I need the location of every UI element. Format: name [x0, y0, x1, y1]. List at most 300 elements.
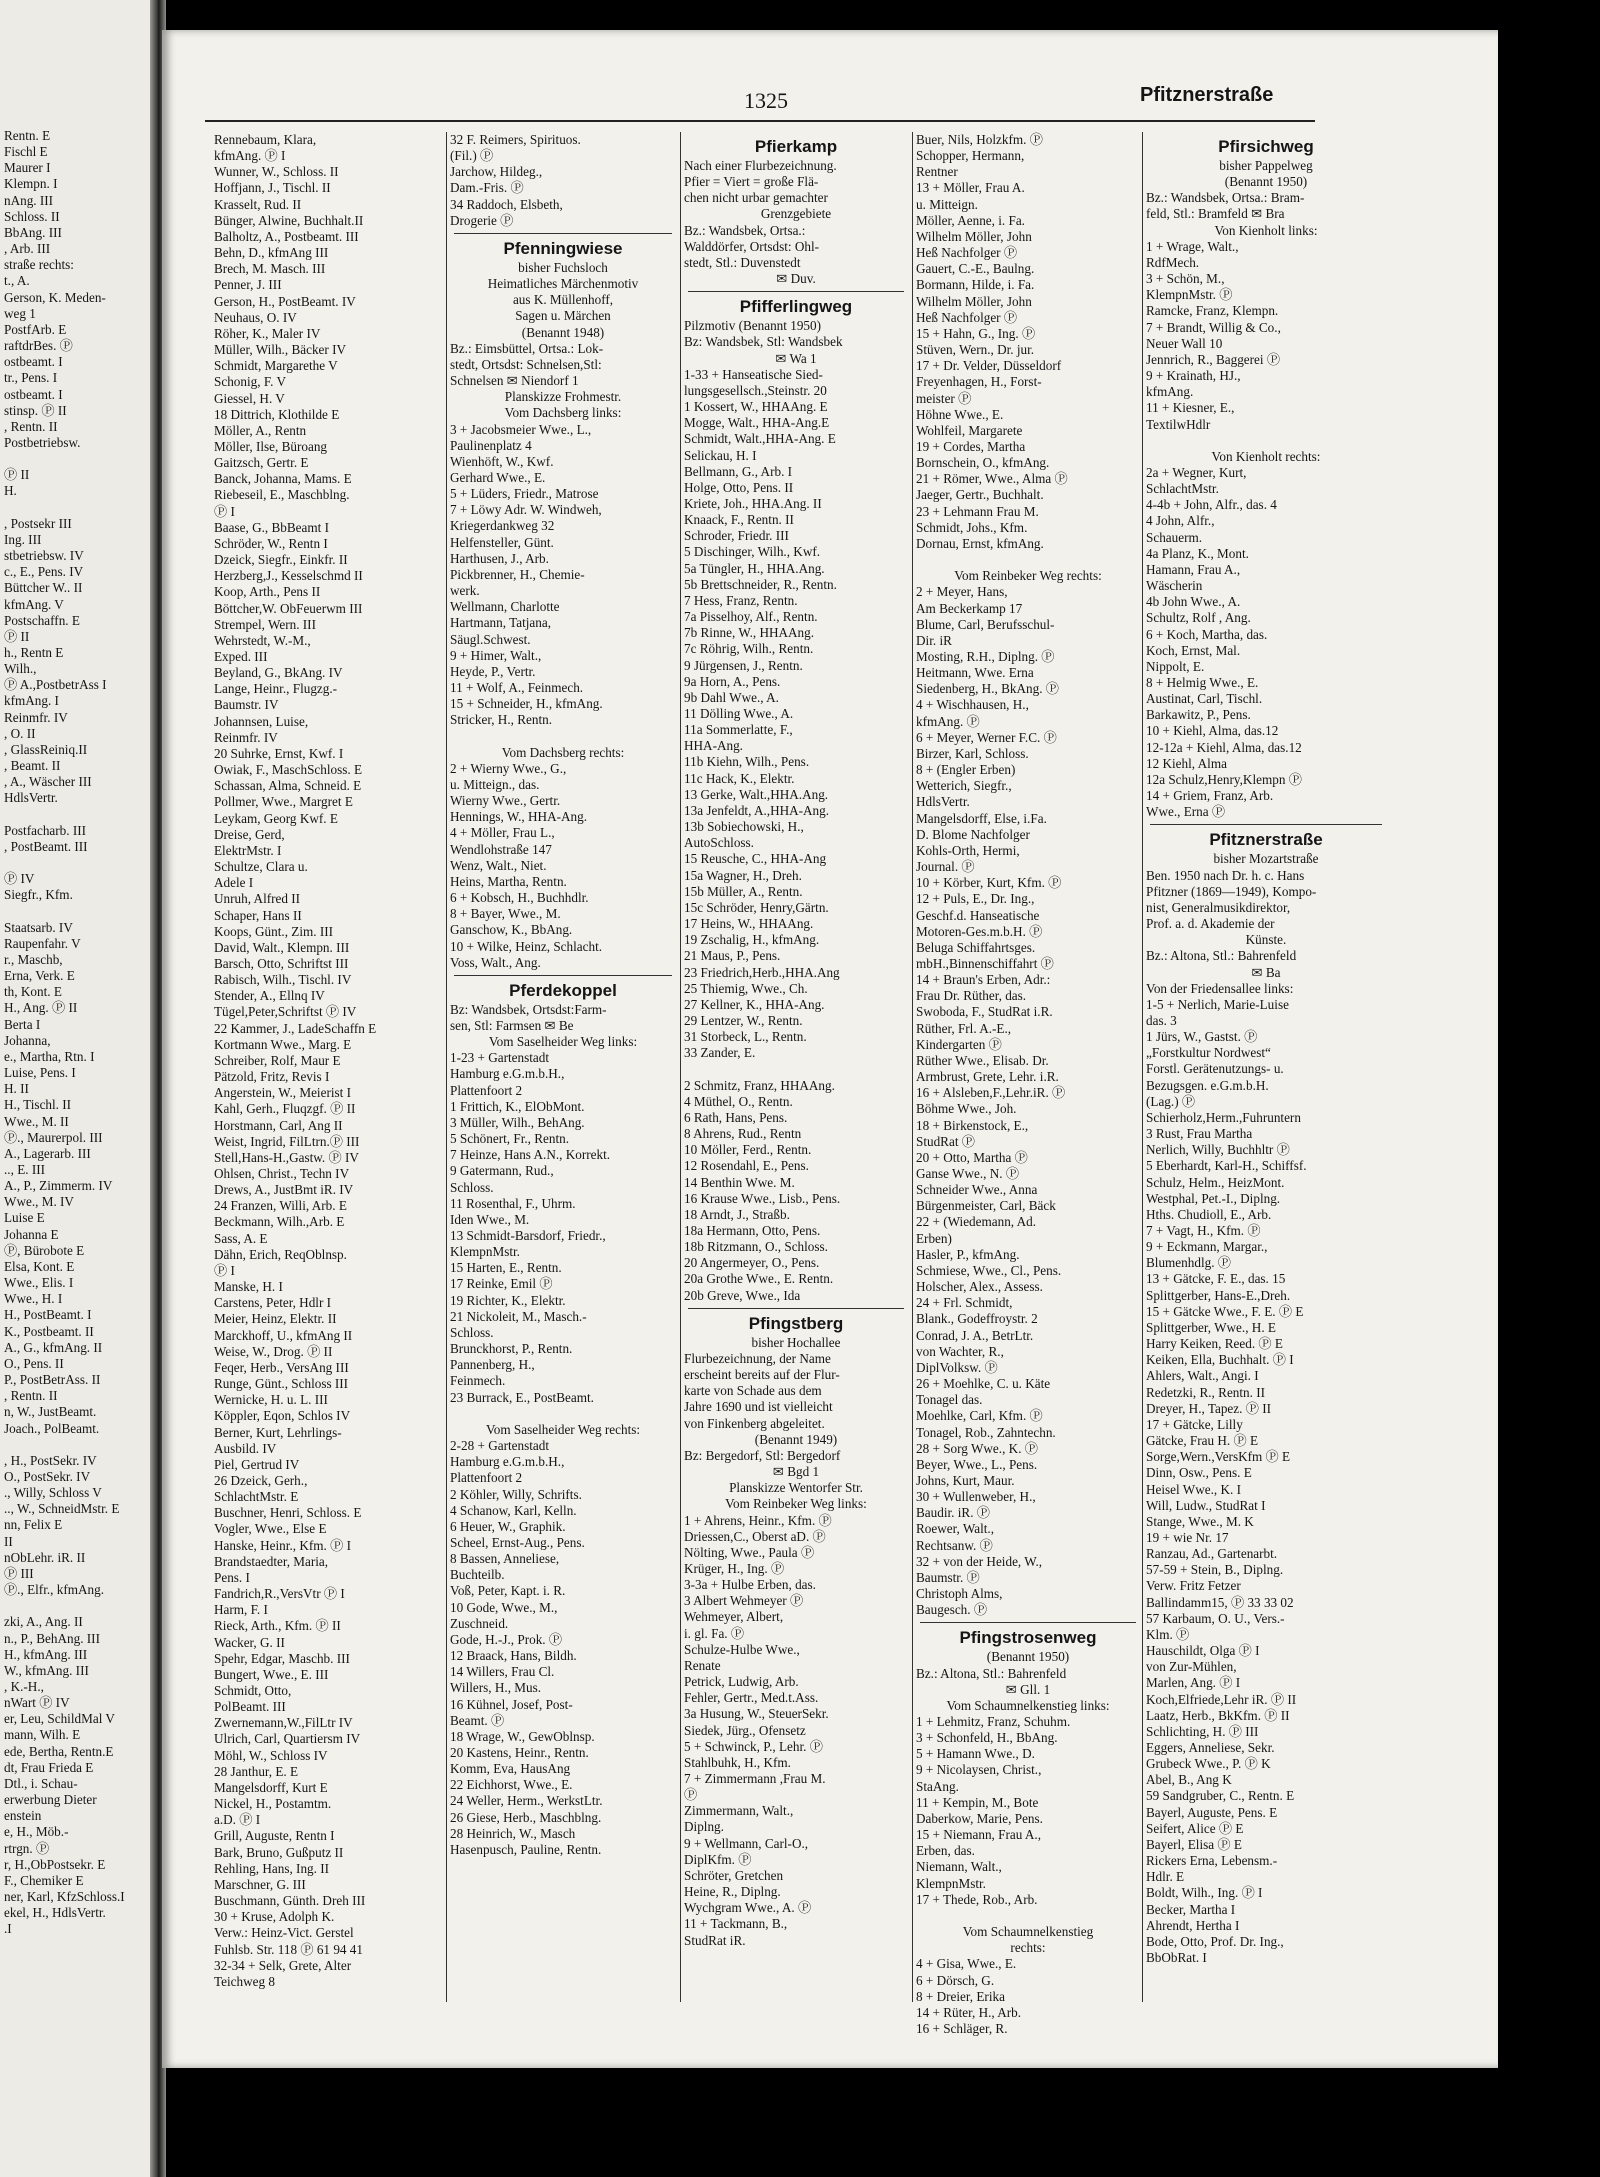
directory-entry: Voss, Walt., Ang.: [450, 954, 541, 970]
directory-entry: 12-12a + Kiehl, Alma, das.12: [1146, 739, 1302, 755]
directory-entry: Brunckhorst, P., Rentn.: [450, 1341, 573, 1357]
directory-entry: Wenz, Walt., Niet.: [450, 857, 547, 873]
directory-entry: 11 + Kiesner, E.,: [1146, 400, 1235, 416]
directory-entry: Siedek, Jürg., Ofensetz: [684, 1722, 806, 1738]
directory-entry: 3 Müller, Wilh., BehAng.: [450, 1114, 585, 1130]
directory-entry: 1 Kossert, W., HHAAng. E: [684, 399, 828, 415]
directory-entry: Röher, K., Maler IV: [214, 325, 321, 341]
left-fragment-line: A., Lagerarb. III: [4, 1145, 91, 1161]
directory-entry: Mosting, R.H., Diplng. Ⓟ: [916, 649, 1055, 664]
left-fragment-line: H., Ang. Ⓟ II: [4, 1000, 78, 1016]
street-info-line: ✉ Duv.: [776, 271, 816, 287]
street-info-line: bisher Hochallee: [751, 1334, 841, 1350]
directory-entry: Wellmann, Charlotte: [450, 599, 560, 615]
left-fragment-line: Johanna,: [4, 1032, 51, 1048]
left-fragment-line: , Arb. III: [4, 241, 51, 257]
directory-entry: Prof. a. d. Akademie der: [1146, 916, 1275, 932]
directory-entry: 8 Ahrens, Rud., Rentn: [684, 1126, 802, 1142]
directory-entry: Boldt, Wilh., Ing. Ⓟ I: [1146, 1885, 1263, 1901]
directory-entry: Verw.: Heinz-Vict. Gerstel: [214, 1925, 354, 1941]
directory-entry: [450, 728, 676, 744]
directory-entry: Schlichting, H. Ⓟ III: [1146, 1723, 1259, 1739]
left-fragment-line: W., kfmAng. III: [4, 1662, 89, 1678]
directory-entry: 23 Friedrich,Herb.,HHA.Ang: [684, 964, 840, 980]
section-separator: [920, 1622, 1136, 1623]
street-heading: Pfifferlingweg: [739, 297, 853, 317]
directory-entry: Heitmann, Wwe. Erna: [916, 665, 1034, 681]
left-fragment-line: Luise E: [4, 1210, 45, 1226]
left-fragment-line: Elsa, Kont. E: [4, 1258, 75, 1274]
directory-entry: 12 Rosendahl, E., Pens.: [684, 1158, 809, 1174]
directory-entry: Köppler, Eqon, Schlos IV: [214, 1408, 351, 1424]
directory-entry: 23 + Lehmann Frau M.: [916, 503, 1039, 519]
directory-entry: Vogler, Wwe., Else E: [214, 1521, 327, 1537]
directory-entry: 5a Tüngler, H., HHA.Ang.: [684, 560, 825, 576]
directory-entry: 7 Hess, Franz, Rentn.: [684, 592, 798, 608]
directory-entry: HHA-Ang.: [684, 738, 743, 754]
section-separator: [1150, 824, 1382, 825]
directory-entry: Niemann, Walt.,: [916, 1859, 1002, 1875]
left-fragment-line: h., Rentn E: [4, 645, 64, 660]
directory-entry: 13 Schmidt-Barsdorf, Friedr.,: [450, 1228, 606, 1243]
directory-entry: Ranzau, Ad., Gartenarbt.: [1146, 1546, 1278, 1562]
left-page-fragment: [0, 0, 150, 2177]
directory-entry: StaAng.: [916, 1778, 959, 1794]
directory-entry: Ben. 1950 nach Dr. h. c. Hans: [1146, 867, 1305, 883]
directory-entry: Marlen, Ang. Ⓟ I: [1146, 1675, 1241, 1691]
directory-entry: Wilhelm Möller, John: [916, 228, 1032, 244]
directory-entry: D. Blome Nachfolger: [916, 826, 1030, 842]
directory-entry: 17 Heins, W., HHAAng.: [684, 916, 814, 932]
directory-entry: Schulz, Helm., HeizMont.: [1146, 1174, 1285, 1190]
directory-entry: 9 Gatermann, Rud.,: [450, 1163, 554, 1179]
directory-entry: 30 + Wullenweber, H.,: [916, 1489, 1036, 1505]
directory-entry: 2 + Meyer, Hans,: [916, 584, 1008, 600]
directory-entry: feld, Stl.: Bramfeld ✉ Bra: [1146, 206, 1285, 222]
directory-entry: 57 Karbaum, O. U., Vers.-: [1146, 1610, 1285, 1626]
directory-entry: Buer, Nils, Holzkfm. Ⓟ: [916, 132, 1043, 147]
directory-entry: 59 Sandgruber, C., Rentn. E: [1146, 1788, 1295, 1804]
directory-entry: 30 + Kruse, Adolph K.: [214, 1909, 335, 1925]
directory-entry: 6 + Meyer, Werner F.C. Ⓟ: [916, 729, 1057, 745]
directory-entry: Lange, Heinr., Flugzg.-: [214, 681, 338, 697]
directory-entry: Swoboda, F., StudRat i.R.: [916, 1004, 1053, 1020]
directory-entry: Drogerie Ⓟ: [450, 212, 514, 228]
left-fragment-line: A., G., kfmAng. II: [4, 1339, 103, 1355]
directory-entry: 15a Wagner, H., Dreh.: [684, 867, 802, 883]
street-heading: Pfirsichweg: [1218, 137, 1314, 156]
directory-entry: Bz.: Altona, Stl.: Bahrenfeld: [916, 1665, 1067, 1681]
left-fragment-line: Ⓟ IV: [4, 871, 35, 887]
scan-dark-edge: [1498, 0, 1600, 2177]
directory-entry: Dzeick, Siegfr., Einkfr. II: [214, 552, 348, 568]
directory-entry: SchlachtMstr.: [1146, 481, 1219, 497]
directory-entry: 17 + Gätcke, Lilly: [1146, 1416, 1243, 1432]
directory-entry: 7b Rinne, W., HHAAng.: [684, 625, 815, 641]
directory-entry: BbObRat. I: [1146, 1950, 1207, 1966]
left-fragment-line: ekel, H., HdlsVertr.: [4, 1905, 106, 1921]
running-head: Pfitznerstraße: [1140, 84, 1274, 106]
directory-entry: Banck, Johanna, Mams. E: [214, 471, 352, 487]
directory-entry: 3 + Schonfeld, H., BbAng.: [916, 1730, 1058, 1746]
directory-entry: Splittgerber, Hans-E.,Dreh.: [1146, 1287, 1291, 1303]
directory-entry: 10 + Kiehl, Alma, das.12: [1146, 723, 1279, 739]
directory-entry: Stricker, H., Rentn.: [450, 712, 553, 728]
column-1: [214, 132, 442, 1990]
directory-entry: Herzberg,J., Kesselschmd II: [214, 568, 363, 584]
left-fragment-line: .., E. III: [4, 1162, 46, 1177]
left-fragment-line: , Rentn. II: [4, 1388, 58, 1404]
directory-entry: 26 Giese, Herb., Maschblng.: [450, 1809, 602, 1825]
directory-entry: Stüven, Wern., Dr. jur.: [916, 342, 1035, 358]
directory-entry: 20b Greve, Wwe., Ida: [684, 1287, 801, 1303]
left-fragment-line: PostfArb. E: [4, 321, 67, 337]
directory-entry: Schreiber, Rolf, Maur E: [214, 1052, 341, 1068]
directory-entry: 7 + Löwy Adr. W. Windweh,: [450, 502, 602, 518]
directory-entry: Jahre 1690 und ist vielleicht: [684, 1399, 833, 1415]
directory-entry: Gaitzsch, Gertr. E: [214, 455, 309, 471]
directory-entry: 5 + Lüders, Friedr., Matrose: [450, 486, 599, 502]
directory-entry: 1 + Lehmitz, Franz, Schuhm.: [916, 1714, 1071, 1729]
directory-entry: Schassan, Alma, Schneid. E: [214, 778, 362, 794]
directory-entry: David, Walt., Klempn. III: [214, 939, 350, 955]
directory-entry: Bz.: Eimsbüttel, Ortsa.: Lok-: [450, 340, 604, 356]
directory-entry: Plattenfoort 2: [450, 1470, 523, 1486]
directory-entry: Schmidt, Otto,: [214, 1683, 292, 1698]
directory-entry: Forstl. Gerätenutzungs- u.: [1146, 1061, 1284, 1077]
directory-entry: StudRat Ⓟ: [916, 1133, 975, 1149]
directory-entry: Am Beckerkamp 17: [916, 600, 1023, 616]
directory-entry: Behn, D., kfmAng III: [214, 245, 329, 261]
left-fragment-line: ostbeamt. I: [4, 354, 63, 370]
left-fragment-line: , O. II: [4, 725, 36, 741]
directory-entry: Rieck, Arth., Kfm. Ⓟ II: [214, 1618, 341, 1634]
page-number: 1325: [744, 88, 788, 113]
directory-entry: erscheint bereits auf der Flur-: [684, 1367, 840, 1383]
left-fragment-line: O., Pens. II: [4, 1355, 64, 1371]
directory-entry: Schroder, Friedr. III: [684, 528, 789, 544]
directory-entry: Wernicke, H. u. L. III: [214, 1392, 328, 1408]
directory-entry: 9 Jürgensen, J., Rentn.: [684, 657, 803, 673]
left-fragment-line: ostbeamt. I: [4, 386, 63, 402]
directory-entry: 28 Janthur, E. E: [214, 1763, 299, 1779]
directory-entry: Heyde, P., Vertr.: [450, 663, 536, 679]
directory-entry: Heisel Wwe., K. I: [1146, 1481, 1241, 1497]
left-fragment-line: Wwe., H. I: [4, 1291, 63, 1307]
column-divider: [912, 132, 913, 2002]
directory-entry: Diplng.: [684, 1819, 724, 1835]
left-fragment-line: Wwe., M. IV: [4, 1194, 74, 1210]
left-fragment-line: kfmAng. V: [4, 596, 64, 612]
directory-entry: 9 + Himer, Walt.,: [450, 647, 542, 663]
directory-entry: Baugesch. Ⓟ: [916, 1602, 988, 1618]
directory-entry: 6 + Koch, Martha, das.: [1146, 626, 1268, 642]
directory-entry: 11c Hack, K., Elektr.: [684, 770, 795, 786]
directory-entry: HdlsVertr.: [916, 794, 970, 810]
directory-entry: Schultz, Rolf , Ang.: [1146, 610, 1251, 626]
street-info-line: (Benannt 1950): [986, 1649, 1070, 1665]
directory-entry: Laatz, Herb., BkKfm. Ⓟ II: [1146, 1707, 1290, 1723]
directory-entry: lungsgesellsch.,Steinstr. 20: [684, 382, 827, 398]
directory-entry: 21 Nickoleit, M., Masch.-: [450, 1308, 587, 1324]
left-fragment-line: , Rentn. II: [4, 418, 58, 434]
directory-entry: Schloss.: [450, 1324, 494, 1340]
left-fragment-line: Reinmfr. IV: [4, 709, 68, 725]
directory-entry: Möller, A., Rentn: [214, 422, 307, 438]
directory-entry: Beluga Schiffahrtsges.: [916, 939, 1036, 955]
directory-entry: 13a Jenfeldt, A.,HHA-Ang.: [684, 802, 830, 818]
header-rule: [205, 120, 1315, 122]
directory-entry: [450, 1406, 676, 1422]
directory-entry: 15 Harten, E., Rentn.: [450, 1260, 562, 1276]
directory-entry: 3a Husung, W., SteuerSekr.: [684, 1706, 829, 1722]
left-fragment-line: dt, Frau Frieda E: [4, 1759, 94, 1775]
directory-entry: 5 Dischinger, Wilh., Kwf.: [684, 544, 821, 560]
left-fragment-line: , H., PostSekr. IV: [4, 1452, 97, 1468]
directory-entry: Rabisch, Wilh., Tischl. IV: [214, 972, 352, 988]
directory-entry: Petrick, Ludwig, Arb.: [684, 1674, 799, 1690]
directory-entry: Mogge, Walt., HHA-Ang.E: [684, 415, 830, 431]
left-fragment-line: , PostBeamt. III: [4, 838, 88, 854]
directory-entry: Baumstr. Ⓟ: [916, 1569, 980, 1585]
directory-entry: Abel, B., Ang K: [1146, 1772, 1232, 1788]
directory-entry: „Forstkultur Nordwest“: [1146, 1045, 1271, 1061]
directory-entry: 19 Zschalig, H., kfmAng.: [684, 932, 820, 948]
directory-entry: Rennebaum, Klara,: [214, 132, 317, 147]
directory-entry: 19 + Cordes, Martha: [916, 438, 1026, 454]
left-fragment-line: mann, Wilh. E: [4, 1727, 81, 1743]
left-fragment-line: Maurer I: [4, 160, 51, 176]
directory-entry: 15b Müller, A., Rentn.: [684, 883, 803, 899]
directory-entry: Schonig, F. V: [214, 374, 286, 390]
directory-entry: 12 + Puls, E., Dr. Ing.,: [916, 891, 1035, 907]
directory-entry: Scheel, Ernst-Aug., Pens.: [450, 1534, 585, 1550]
directory-entry: 7a Pisselhoy, Alf., Rentn.: [684, 609, 818, 625]
directory-entry: Hanske, Heinr., Kfm. Ⓟ I: [214, 1537, 351, 1553]
left-fragment-line: Rentn. E: [4, 128, 51, 143]
left-fragment-line: th, Kont. E: [4, 984, 62, 1000]
directory-entry: Klm. Ⓟ: [1146, 1626, 1190, 1642]
street-info-line: Vom Reinbeker Weg rechts:: [954, 568, 1102, 584]
street-info-line: Vom Schaumnelkenstieg links:: [946, 1697, 1110, 1713]
left-fragment-line: P., PostBetrAss. II: [4, 1372, 101, 1388]
left-fragment-line: straße rechts:: [4, 257, 74, 273]
directory-entry: Bünger, Alwine, Buchhalt.II: [214, 212, 364, 228]
directory-entry: Bz.: Altona, Stl.: Bahrenfeld: [1146, 948, 1297, 964]
directory-entry: 13 + Möller, Frau A.: [916, 180, 1025, 196]
left-fragment-line: stinsp. Ⓟ II: [4, 402, 67, 418]
directory-entry: Frau Dr. Rüther, das.: [916, 988, 1027, 1004]
directory-entry: Säugl.Schwest.: [450, 631, 531, 647]
directory-entry: Mangelsdorff, Kurt E: [214, 1779, 328, 1795]
directory-entry: Stahlbuhk, H., Kfm.: [684, 1754, 791, 1770]
directory-entry: Ramcke, Franz, Klempn.: [1146, 303, 1279, 319]
directory-entry: Buchteilb.: [450, 1567, 505, 1583]
directory-entry: 8 + (Engler Erben): [916, 762, 1016, 778]
left-fragment-line: nAng. III: [4, 192, 54, 208]
directory-entry: StudRat iR.: [684, 1932, 746, 1948]
directory-entry: Zuschneid.: [450, 1615, 509, 1631]
directory-entry: Helfensteller, Günt.: [450, 534, 554, 550]
directory-entry: 3 + Schön, M.,: [1146, 271, 1225, 287]
directory-entry: Paulinenplatz 4: [450, 437, 532, 453]
directory-entry: Freyenhagen, H., Forst-: [916, 374, 1042, 390]
left-fragment-line: HdlsVertr.: [4, 790, 58, 806]
directory-entry: Wetterich, Siegfr.,: [916, 778, 1012, 794]
directory-entry: 22 Eichhorst, Wwe., E.: [450, 1777, 573, 1793]
directory-entry: 1 + Ahrens, Heinr., Kfm. Ⓟ: [684, 1512, 832, 1528]
directory-entry: Reinmfr. IV: [214, 729, 278, 745]
street-info-line: aus K. Müllenhoff,: [512, 292, 614, 308]
directory-entry: Ganschow, K., BbAng.: [450, 922, 573, 938]
directory-entry: SchlachtMstr. E: [214, 1489, 299, 1505]
directory-entry: Ⓟ I: [214, 1262, 235, 1278]
directory-entry: ElektrMstr. I: [214, 842, 282, 858]
left-fragment-line: Berta I: [4, 1016, 41, 1032]
directory-entry: 7c Röhrig, Wilh., Rentn.: [684, 641, 814, 657]
directory-entry: Dam.-Fris. Ⓟ: [450, 180, 524, 196]
directory-entry: Hennings, W., HHA-Ang.: [450, 809, 587, 825]
directory-entry: 11 Rosenthal, F., Uhrm.: [450, 1195, 576, 1211]
directory-entry: Wendlohstraße 147: [450, 841, 552, 857]
left-fragment-line: Ⓟ, Bürobote E: [4, 1242, 85, 1258]
directory-entry: KlempnMstr.: [450, 1244, 520, 1260]
directory-entry: Riebeseil, E., Maschblng.: [214, 487, 350, 503]
directory-entry: Schröder, W., Rentn I: [214, 535, 328, 551]
left-fragment-line: n., P., BehAng. III: [4, 1630, 100, 1646]
directory-entry: 9 + Wellmann, Carl-O.,: [684, 1835, 809, 1851]
left-fragment-line: Ⓟ., Maurerpol. III: [4, 1129, 103, 1145]
directory-entry: werk.: [450, 583, 480, 599]
directory-entry: Spehr, Edgar, Maschb. III: [214, 1650, 350, 1666]
directory-entry: Brandstaedter, Maria,: [214, 1553, 329, 1569]
left-fragment-line: Ing. III: [4, 531, 42, 547]
directory-entry: Stange, Wwe., M. K: [1146, 1513, 1254, 1529]
directory-entry: Tonagel, Rob., Zahntechn.: [916, 1424, 1056, 1440]
directory-entry: Gauert, C.-E., Baulng.: [916, 261, 1035, 277]
directory-entry: 2 Köhler, Willy, Schrifts.: [450, 1486, 582, 1502]
directory-entry: 6 + Kobsch, H., Buchhdlr.: [450, 890, 589, 906]
directory-entry: TextilwHdlr: [1146, 416, 1211, 432]
directory-entry: 2a + Wegner, Kurt,: [1146, 464, 1247, 480]
directory-entry: Kahl, Gerh., Fluqzgf. Ⓟ II: [214, 1101, 356, 1117]
directory-entry: Driessen,C., Oberst aD. Ⓟ: [684, 1528, 826, 1544]
left-fragment-line: Fischl E: [4, 144, 48, 160]
directory-entry: Pfitzner (1869—1949), Kompo-: [1146, 883, 1317, 899]
directory-entry: Pilzmotiv (Benannt 1950): [684, 318, 821, 334]
directory-entry: Wacker, G. II: [214, 1634, 285, 1650]
directory-entry: 4 John, Alfr.,: [1146, 513, 1215, 529]
directory-entry: Schröter, Gretchen: [684, 1867, 784, 1883]
directory-entry: Höhne Wwe., E.: [916, 406, 1004, 422]
directory-entry: Beyer, Wwe., L., Pens.: [916, 1456, 1038, 1472]
directory-entry: Rickers Erna, Lebensm.-: [1146, 1853, 1278, 1869]
directory-entry: Owiak, F., MaschSchloss. E: [214, 762, 363, 778]
left-fragment-line: t., A.: [4, 273, 30, 289]
directory-entry: 1 Jürs, W., Gastst. Ⓟ: [1146, 1029, 1258, 1045]
directory-entry: 5 Schönert, Fr., Rentn.: [450, 1131, 570, 1147]
directory-entry: 2 Schmitz, Franz, HHAAng.: [684, 1077, 835, 1093]
directory-entry: 7 + Brandt, Willig & Co.,: [1146, 319, 1281, 335]
directory-entry: Journal. Ⓟ: [916, 859, 975, 875]
directory-entry: Teichweg 8: [214, 1973, 275, 1989]
directory-entry: 15 + Gätcke Wwe., F. E. Ⓟ E: [1146, 1303, 1304, 1319]
directory-entry: 5 Eberhardt, Karl-H., Schiffsf.: [1146, 1158, 1307, 1174]
directory-entry: Feinmech.: [450, 1373, 506, 1389]
directory-entry: Ulrich, Carl, Quartiersm IV: [214, 1731, 361, 1747]
directory-entry: 6 Heuer, W., Graphik.: [450, 1518, 566, 1534]
column-2: [450, 132, 676, 1858]
directory-entry: Ganse Wwe., N. Ⓟ: [916, 1166, 1020, 1181]
directory-entry: 17 Reinke, Emil Ⓟ: [450, 1276, 553, 1292]
directory-entry: 29 Lentzer, W., Rentn.: [684, 1012, 803, 1028]
left-page-text: [4, 128, 144, 1938]
directory-entry: Beckmann, Wilh.,Arb. E: [214, 1214, 345, 1230]
street-info-line: (Benannt 1949): [754, 1431, 838, 1447]
directory-entry: 15c Schröder, Henry,Gärtn.: [684, 899, 829, 915]
directory-entry: Bode, Otto, Prof. Dr. Ing.,: [1146, 1933, 1284, 1949]
directory-entry: Buschmann, Günth. Dreh III: [214, 1893, 366, 1909]
directory-entry: Bz: Bergedorf, Stl: Bergedorf: [684, 1447, 841, 1463]
directory-entry: [916, 552, 1140, 568]
directory-entry: 32 F. Reimers, Spirituos.: [450, 132, 581, 147]
directory-entry: Bellmann, G., Arb. I: [684, 463, 793, 479]
directory-entry: 26 + Moehlke, C. u. Käte: [916, 1376, 1051, 1392]
directory-entry: 14 + Griem, Franz, Arb.: [1146, 788, 1274, 804]
directory-entry: 11a Sommerlatte, F.,: [684, 722, 793, 738]
street-heading: Pfingstberg: [748, 1313, 844, 1333]
left-fragment-line: , A., Wäscher III: [4, 774, 92, 790]
left-fragment-line: n, W., JustBeamt.: [4, 1404, 97, 1420]
directory-entry: Nippolt, E.: [1146, 658, 1205, 674]
directory-entry: 25 Thiemig, Wwe., Ch.: [684, 980, 808, 996]
directory-entry: von Wachter, R.,: [916, 1343, 1004, 1359]
left-fragment-line: ner, Karl, KfzSchloss.I: [4, 1889, 125, 1905]
directory-entry: Wunner, W., Schloss. II: [214, 164, 339, 180]
left-fragment-line: Ⓟ II: [4, 467, 30, 483]
left-fragment-line: Johanna E: [4, 1226, 59, 1242]
left-fragment-line: , GlassReiniq.II: [4, 741, 88, 757]
directory-entry: Hamburg e.G.m.b.H.,: [450, 1066, 565, 1082]
directory-entry: Möller, Aenne, i. Fa.: [916, 212, 1025, 228]
left-fragment-line: H., PostBeamt. I: [4, 1307, 92, 1323]
directory-entry: 11 + Tackmann, B.,: [684, 1916, 788, 1932]
street-info-line: ✉ Gll. 1: [1005, 1681, 1051, 1697]
directory-entry: Penner, J. III: [214, 277, 282, 293]
directory-entry: Roewer, Walt.,: [916, 1521, 995, 1537]
directory-entry: 27 Kellner, K., HHA-Ang.: [684, 996, 825, 1012]
directory-entry: Blank., Godeffroystr. 2: [916, 1311, 1038, 1327]
directory-entry: Bezugsgen. e.G.m.b.H.: [1146, 1077, 1269, 1093]
directory-entry: [1146, 433, 1386, 449]
directory-entry: Bormann, Hilde, i. Fa.: [916, 277, 1035, 293]
directory-entry: Wohlfeil, Margarete: [916, 422, 1023, 438]
directory-entry: 18 Arndt, J., Straßb.: [684, 1206, 790, 1222]
directory-entry: Hdlr. E: [1146, 1869, 1185, 1885]
directory-entry: Müller, Wilh., Bäcker IV: [214, 342, 347, 358]
directory-entry: 28 Heinrich, W., Masch: [450, 1825, 576, 1841]
directory-entry: Bz: Wandsbek, Stl: Wandsbek: [684, 334, 843, 350]
directory-entry: Stender, A., Ellnq IV: [214, 988, 325, 1004]
directory-entry: 14 + Rüter, H., Arb.: [916, 2004, 1022, 2020]
directory-entry: Tügel,Peter,Schriftst Ⓟ IV: [214, 1004, 357, 1020]
directory-entry: Kindergarten Ⓟ: [916, 1036, 1002, 1052]
street-info-line: Künste.: [1245, 932, 1287, 948]
left-fragment-line: Luise, Pens. I: [4, 1065, 76, 1081]
directory-entry: Hauschildt, Olga Ⓟ I: [1146, 1643, 1260, 1659]
left-fragment-line: Dtl., i. Schau-: [4, 1775, 78, 1791]
left-fragment-line: c., E., Pens. IV: [4, 564, 84, 580]
